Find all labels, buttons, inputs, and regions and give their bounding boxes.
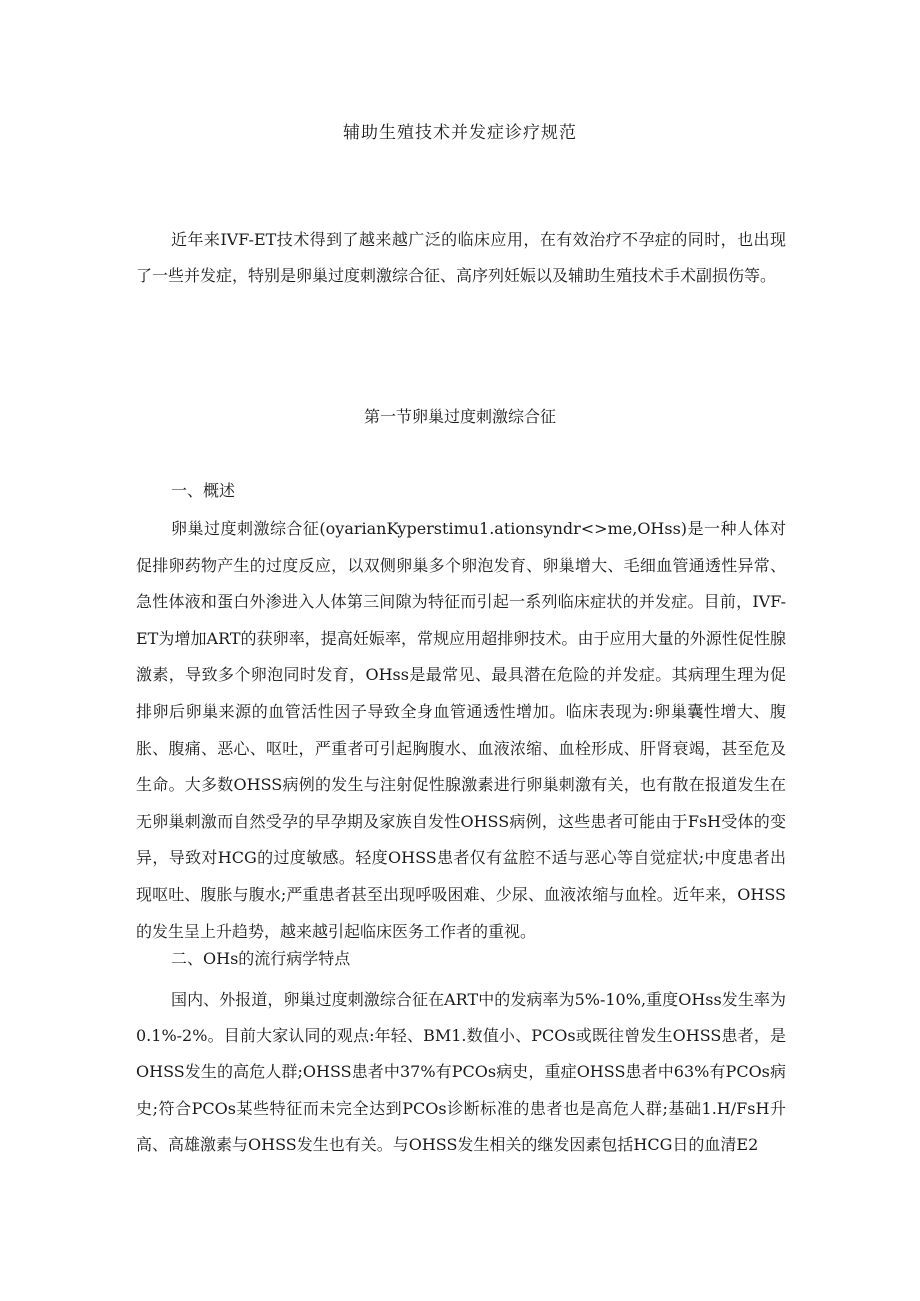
intro-paragraph: 近年来IVF-ET技术得到了越来越广泛的临床应用，在有效治疗不孕症的同时，也出现了一些并发症，特别是卵巢过度刺激综合征、高序列妊娠以及辅助生殖技术手术副损伤等。	[136, 230, 786, 285]
document-title: 辅助生殖技术并发症诊疗规范	[343, 123, 577, 143]
heading-overview: 一、概述	[171, 481, 236, 500]
epidemiology-paragraph: 国内、外报道，卵巢过度刺激综合征在ART中的发病率为5%-10%,重度OHss发生率为0.1%-2%。目前大家认同的观点:年轻、BM1.数值小、PCOs或既往曾发生OHSS患者，是OHSS发生的高危人群;OHSS患者中37%有PCOs病史，重症OHSS患者中63%有PCOs病史;符合PCOs某些特征而未完全达到PCOs诊断标准的患者也是高危人群;基础1.H/FsH升高、高雄激素与OHSS发生也有关。与OHSS发生相关的继发因素包括HCG日的血清E2	[136, 990, 786, 1154]
section-title: 第一节卵巢过度刺激综合征	[363, 407, 556, 426]
overview-paragraph: 卵巢过度刺激综合征(oyarianKyperstimu1.ationsyndr<>me,OHss)是一种人体对促排卵药物产生的过度反应，以双侧卵巢多个卵泡发育、卵巢增大、毛细血管通透性异常、急性体液和蛋白外渗进入人体第三间隙为特征而引起一系列临床症状的并发症。目前，IVF-ET为增加ART的获卵率，提高妊娠率，常规应用超排卵技术。由于应用大量的外源性促性腺激素，导致多个卵泡同时发育，OHss是最常见、最具潜在危险的并发症。其病理生理为促排卵后卵巢来源的血管活性因子导致全身血管通透性增加。临床表现为:卵巢囊性增大、腹胀、腹痛、恶心、呕吐，严重者可引起胸腹水、血液浓缩、血栓形成、肝肾衰竭，甚至危及生命。大多数OHSS病例的发生与注射促性腺激素进行卵巢刺激有关，也有散在报道发生在无卵巢刺激而自然受孕的早孕期及家族自发性OHSS病例，这些患者可能由于FsH受体的变异，导致对HCG的过度敏感。轻度OHSS患者仅有盆腔不适与恶心等自觉症状;中度患者出现呕吐、腹胀与腹水;严重患者甚至出现呼吸困难、少尿、血液浓缩与血栓。近年来，OHSS的发生呈上升趋势，越来越引起临床医务工作者的重视。	[136, 519, 786, 941]
heading-epidemiology: 二、OHs的流行病学特点	[171, 949, 351, 968]
